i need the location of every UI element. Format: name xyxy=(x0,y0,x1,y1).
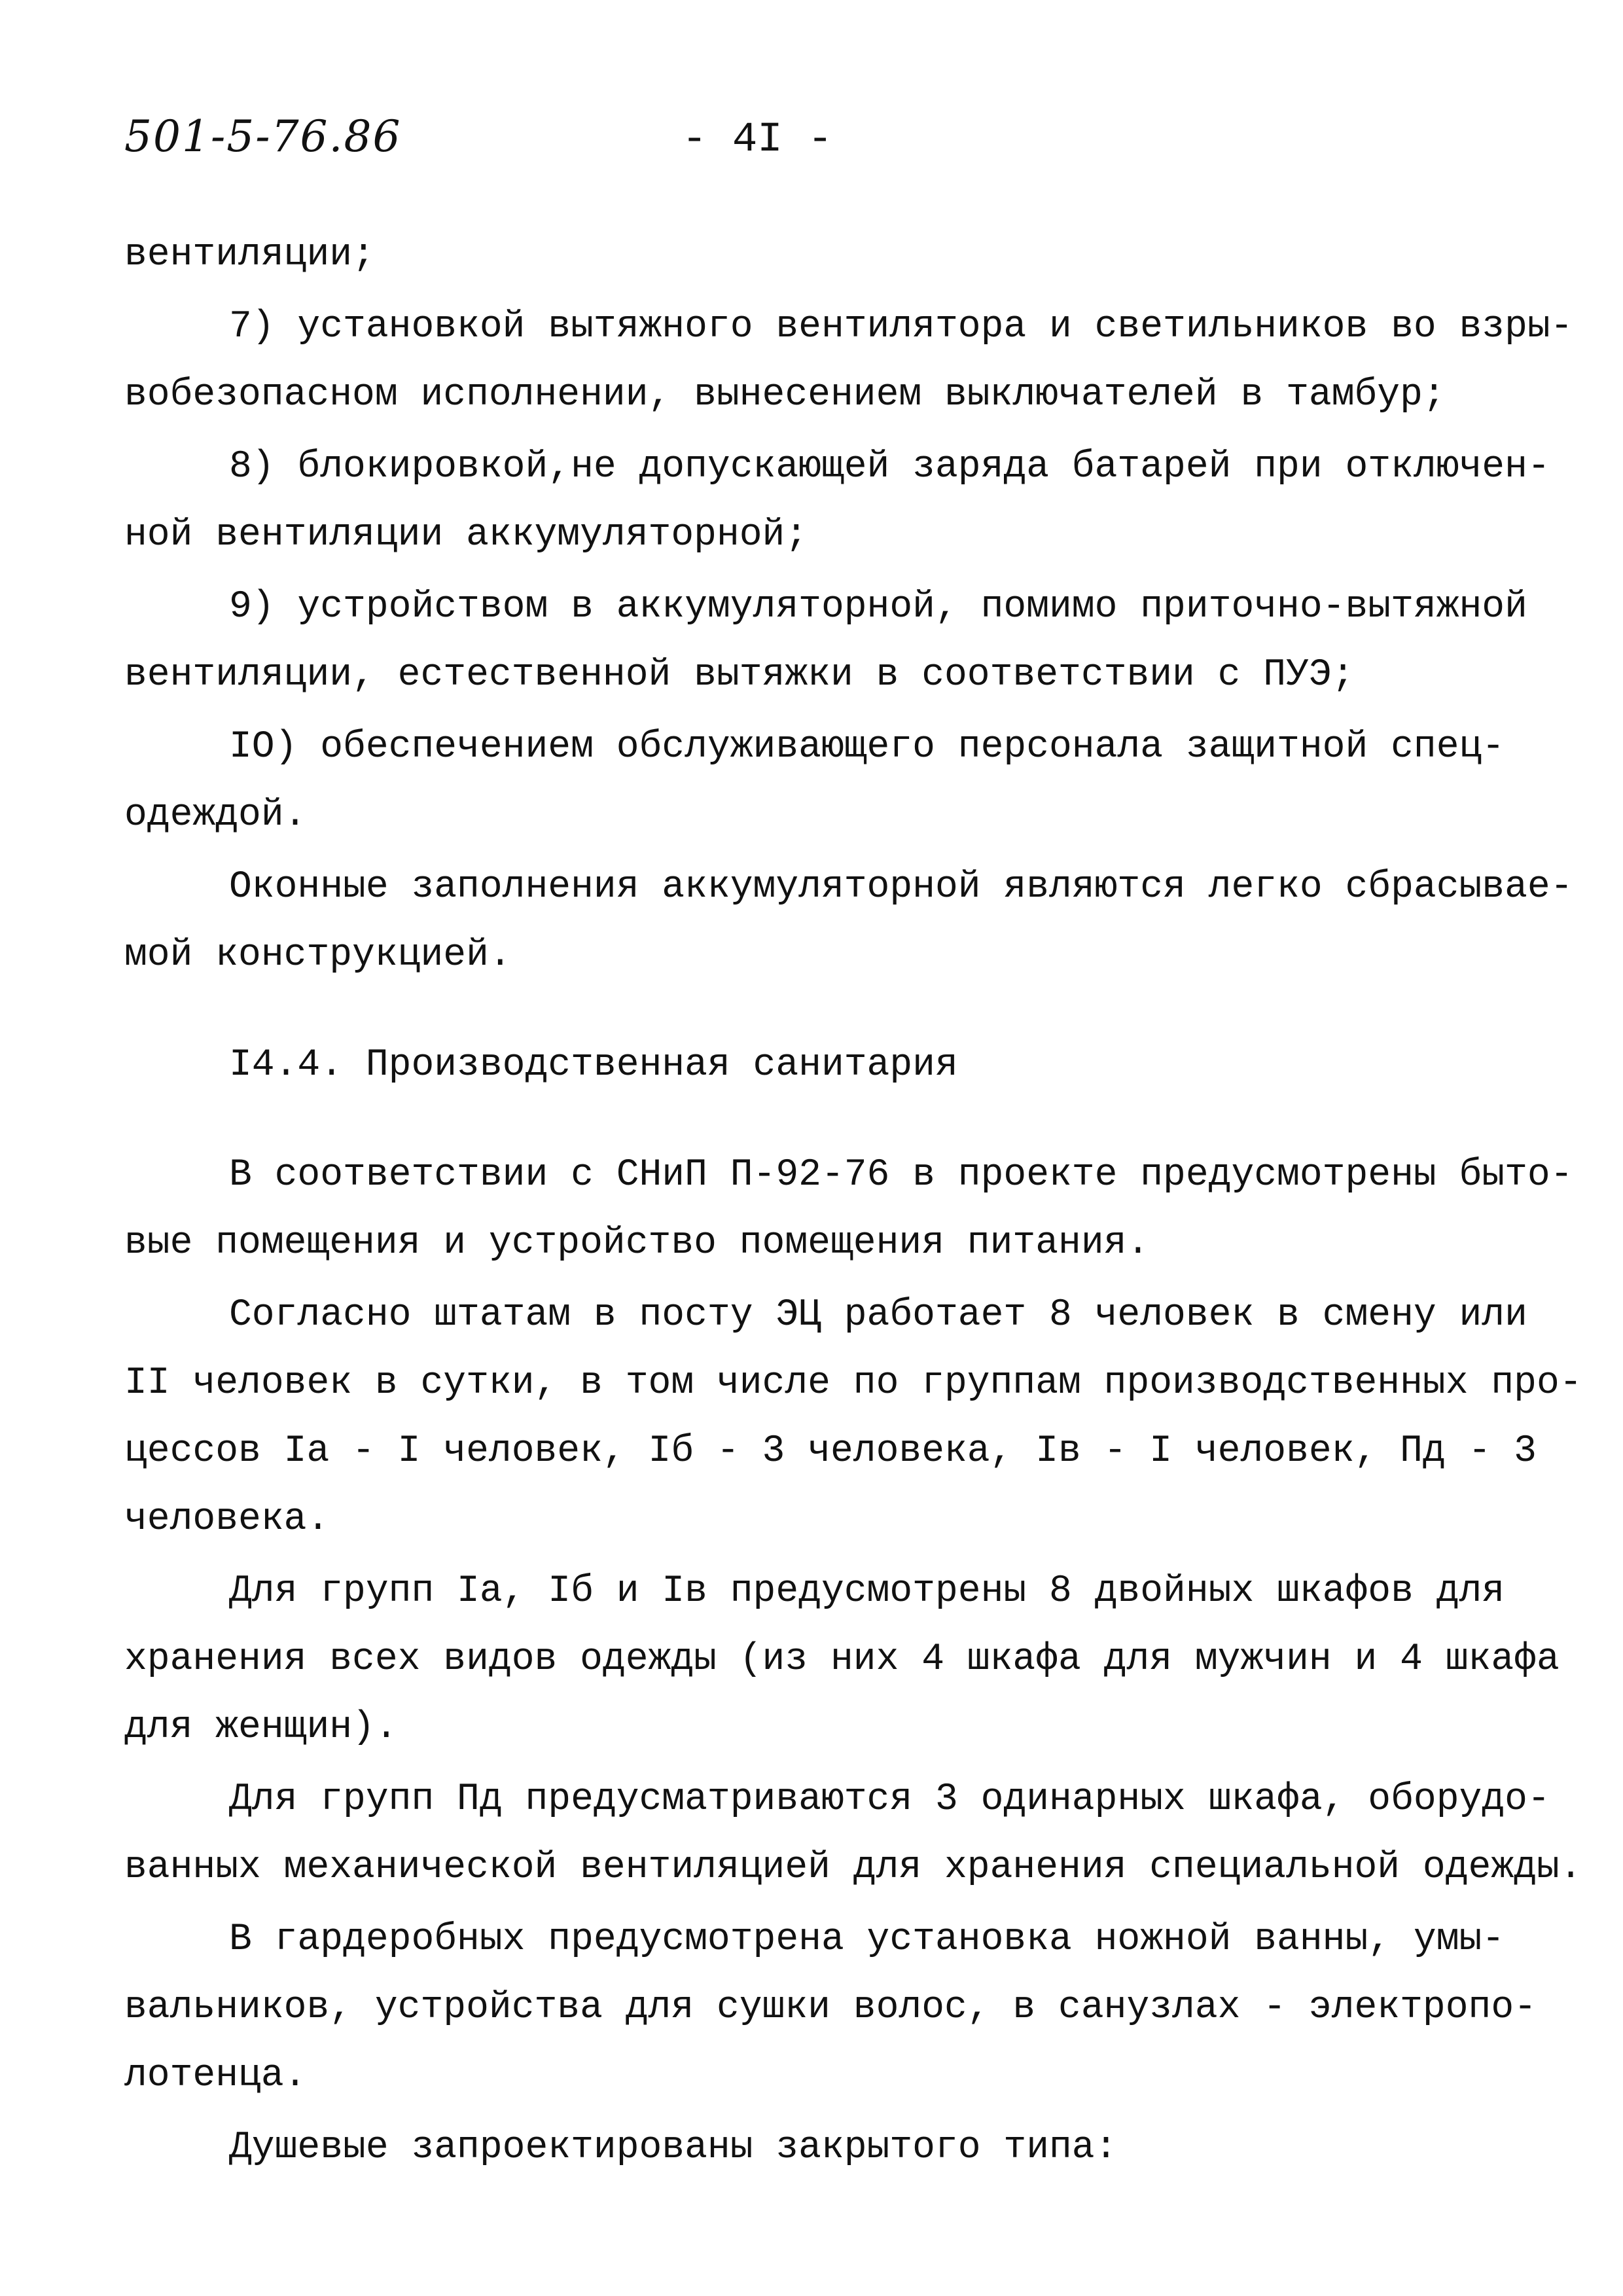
paragraph-staffing xyxy=(124,1282,1582,1554)
paragraph-showers xyxy=(124,2114,1512,2182)
text-line: Согласно штатам в посту ЭЦ работает 8 человек в смену или xyxy=(229,1294,1527,1336)
list-item-10 xyxy=(124,713,1512,850)
text-line: для женщин). xyxy=(124,1706,398,1749)
text-line: Душевые запроектированы закрытого типа: xyxy=(229,2126,1118,2169)
body-text xyxy=(124,221,1582,2182)
section-heading xyxy=(124,1031,1512,1100)
text-line: одеждой. xyxy=(124,794,307,836)
text-line: Оконные заполнения аккумуляторной являются легко сбрасывае- xyxy=(229,866,1573,908)
text-line: лотенца. xyxy=(124,2054,307,2097)
text-line: человека. xyxy=(124,1498,330,1541)
text-line: ной вентиляции аккумуляторной; xyxy=(124,514,808,556)
document-code: 501-5-76.86 xyxy=(124,111,402,162)
text-line: вентиляции; xyxy=(124,234,375,276)
text-line: Для групп Пд предусматриваются 3 одинарных шкафа, оборудо- xyxy=(229,1778,1550,1821)
text-line: ванных механической вентиляцией для хранения специальной одежды. xyxy=(124,1846,1582,1889)
list-item-7 xyxy=(124,293,1573,429)
text-line: II человек в сутки, в том числе по группам производственных про- xyxy=(124,1362,1582,1405)
text-line: вобезопасном исполнении, вынесением выключателей в тамбур; xyxy=(124,374,1446,416)
page-number: - 4I - xyxy=(682,117,833,164)
text-line: мой конструкцией. xyxy=(124,934,512,977)
text-line: хранения всех видов одежды (из них 4 шкафа для мужчин и 4 шкафа xyxy=(124,1638,1560,1681)
paragraph-continuation xyxy=(124,221,1512,289)
text-line: В гардеробных предусмотрена установка ножной ванны, умы- xyxy=(229,1918,1505,1961)
text-line: цессов Iа - I человек, Iб - 3 человека, Iв - I человек, Пд - 3 xyxy=(124,1430,1537,1473)
text-line: IO) обеспечением обслуживающего персонала защитной спец- xyxy=(229,726,1505,768)
section-title: I4.4. Производственная санитария xyxy=(229,1044,958,1086)
paragraph-lockers xyxy=(124,1558,1560,1762)
list-item-9 xyxy=(124,573,1527,709)
page-header xyxy=(124,105,1499,183)
text-line: вальников, устройства для сушки волос, в санузлах - электропо- xyxy=(124,1986,1537,2029)
text-line: В соответствии с СНиП П-92-76 в проекте предусмотрены быто- xyxy=(229,1154,1573,1196)
list-item-8 xyxy=(124,433,1550,569)
text-line: 9) устройством в аккумуляторной, помимо приточно-вытяжной xyxy=(229,586,1527,628)
text-line: 8) блокировкой,не допускающей заряда батарей при отключен- xyxy=(229,446,1550,488)
text-line: Для групп Iа, Iб и Iв предусмотрены 8 двойных шкафов для xyxy=(229,1570,1505,1613)
text-line: вентиляции, естественной вытяжки в соответствии с ПУЭ; xyxy=(124,654,1355,696)
text-line: 7) установкой вытяжного вентилятора и светильников во взры- xyxy=(229,306,1573,348)
paragraph-wardrobe xyxy=(124,1906,1537,2110)
paragraph-snip xyxy=(124,1141,1573,1278)
text-line: вые помещения и устройство помещения питания. xyxy=(124,1222,1150,1265)
paragraph-special-lockers xyxy=(124,1766,1582,1902)
paragraph-window-fillings xyxy=(124,853,1573,990)
